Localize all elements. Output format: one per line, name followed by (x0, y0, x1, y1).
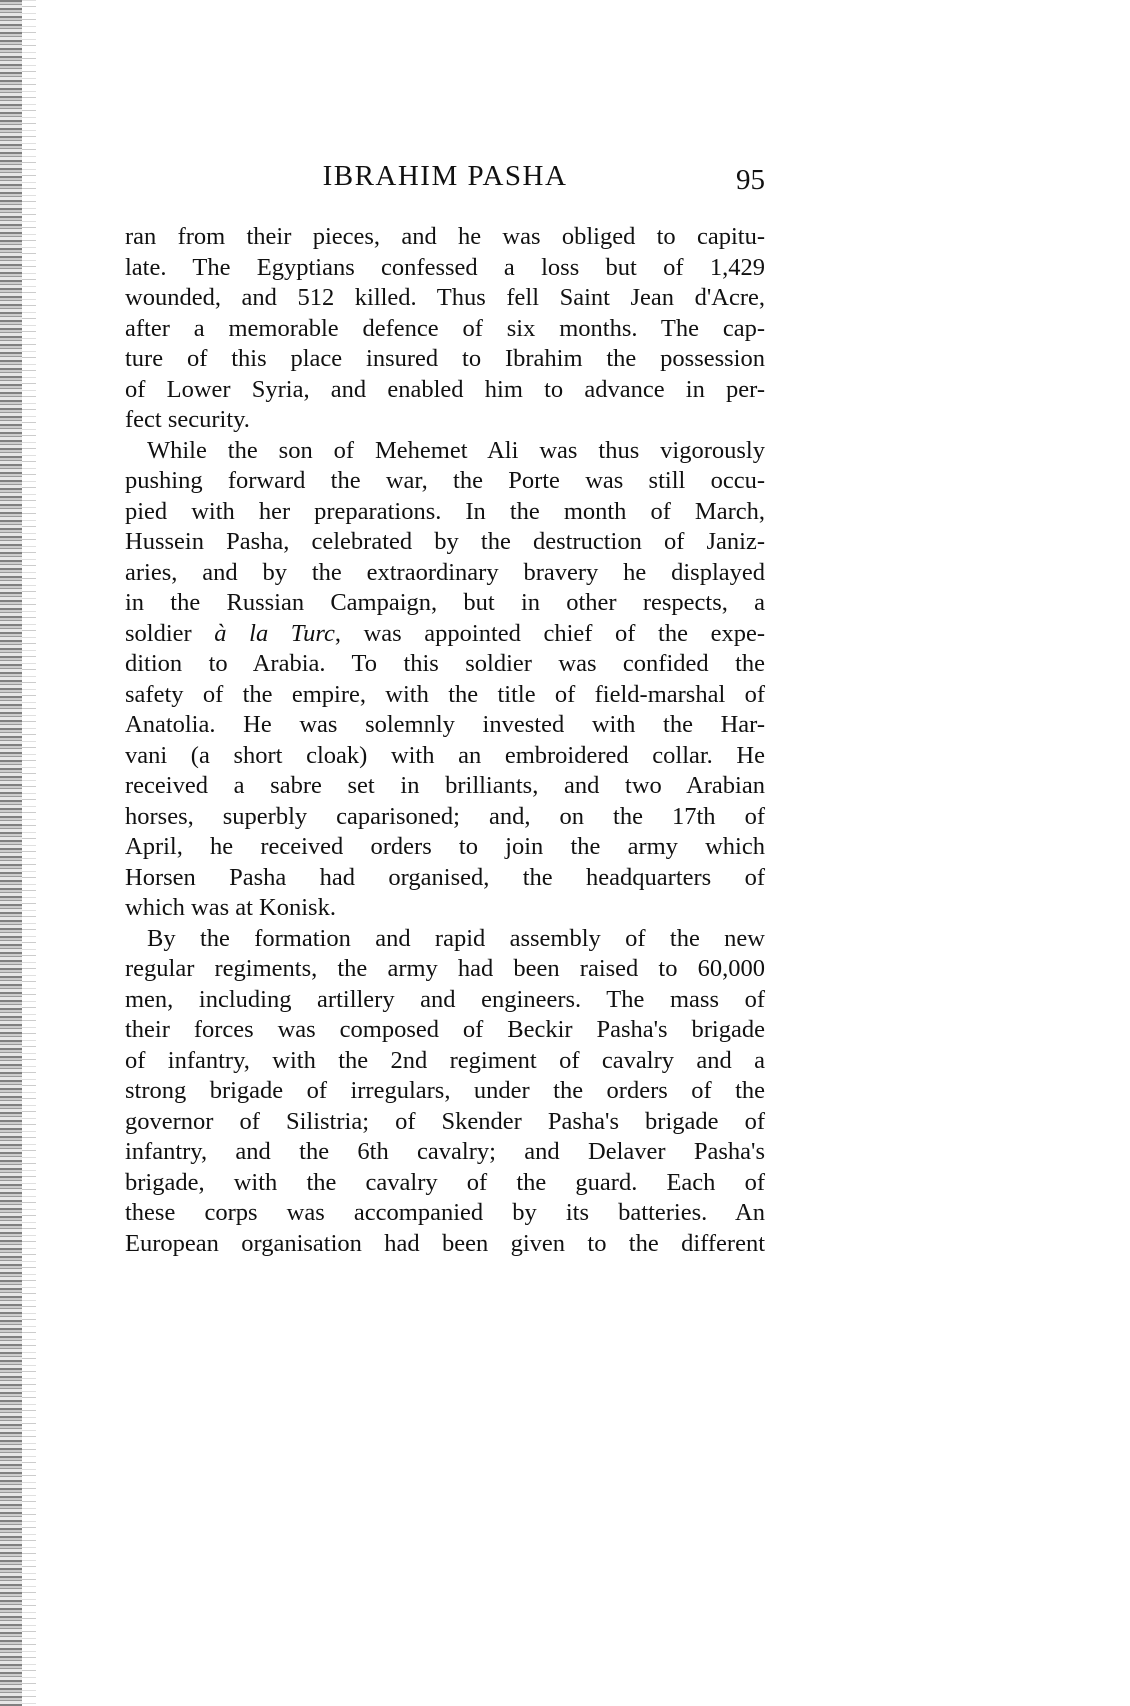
paragraph (125, 222, 765, 436)
text-line: of Lower Syria, and enabled him to advance in per- (125, 375, 765, 403)
text-line: infantry, and the 6th cavalry; and Delaver Pasha's (125, 1138, 765, 1165)
text-line: aries, and by the extraordinary bravery he displayed (125, 558, 765, 586)
paragraph (125, 924, 765, 1260)
running-head (125, 160, 765, 200)
text-line: dition to Arabia. To this soldier was confided the (125, 650, 765, 677)
text-line: brigade, with the cavalry of the guard. Each of (125, 1168, 765, 1196)
text-line: vani (a short cloak) with an embroidered collar. He (125, 741, 765, 769)
text-line: after a memorable defence of six months. The cap- (125, 314, 765, 342)
text-line: safety of the empire, with the title of field-marshal of (125, 680, 765, 708)
text-line: By the formation and rapid assembly of the new (147, 924, 765, 952)
text-line: wounded, and 512 killed. Thus fell Saint Jean d'Acre, (125, 284, 765, 311)
text-line: horses, superbly caparisoned; and, on the 17th of (125, 802, 765, 830)
text-line: governor of Silistria; of Skender Pasha's brigade of (125, 1107, 765, 1135)
text-line: Anatolia. He was solemnly invested with the Har- (125, 711, 765, 738)
body-text (125, 222, 765, 1259)
running-head-title: IBRAHIM PASHA (322, 160, 568, 192)
text-line: ran from their pieces, and he was obliged to capitu- (125, 223, 765, 250)
scan-binding-shadow (22, 0, 36, 1706)
paragraph (125, 436, 765, 924)
text-line: regular regiments, the army had been raised to 60,000 (125, 955, 765, 982)
text-line: which was at Konisk. (125, 894, 336, 921)
text-line: these corps was accompanied by its batteries. An (125, 1199, 765, 1226)
text-line: late. The Egyptians confessed a loss but of 1,429 (125, 253, 765, 281)
text-line: fect security. (125, 406, 250, 433)
text-line: in the Russian Campaign, but in other respects, a (125, 589, 765, 616)
text-line: European organisation had been given to the different (125, 1229, 765, 1257)
text-line: strong brigade of irregulars, under the orders of the (125, 1077, 765, 1104)
italic-phrase: à la Turc (214, 619, 335, 647)
text-line: April, he received orders to join the army which (125, 833, 765, 860)
text-line: ture of this place insured to Ibrahim the possession (125, 345, 765, 372)
text-line: While the son of Mehemet Ali was thus vigorously (147, 436, 765, 464)
text-line: received a sabre set in brilliants, and two Arabian (125, 772, 765, 799)
text-line: their forces was composed of Beckir Pasha's brigade (125, 1016, 765, 1043)
text-line: Horsen Pasha had organised, the headquarters of (125, 863, 765, 891)
text-line: Hussein Pasha, celebrated by the destruction of Janiz- (125, 528, 765, 555)
scan-binding-edge (0, 0, 22, 1706)
text-line: pushing forward the war, the Porte was still occu- (125, 467, 765, 494)
text-line: soldier à la Turc, was appointed chief of the expe- (125, 619, 765, 647)
text-line: pied with her preparations. In the month of March, (125, 497, 765, 525)
text-line: men, including artillery and engineers. The mass of (125, 985, 765, 1013)
page-number: 95 (736, 164, 765, 196)
text-line: of infantry, with the 2nd regiment of cavalry and a (125, 1046, 765, 1074)
